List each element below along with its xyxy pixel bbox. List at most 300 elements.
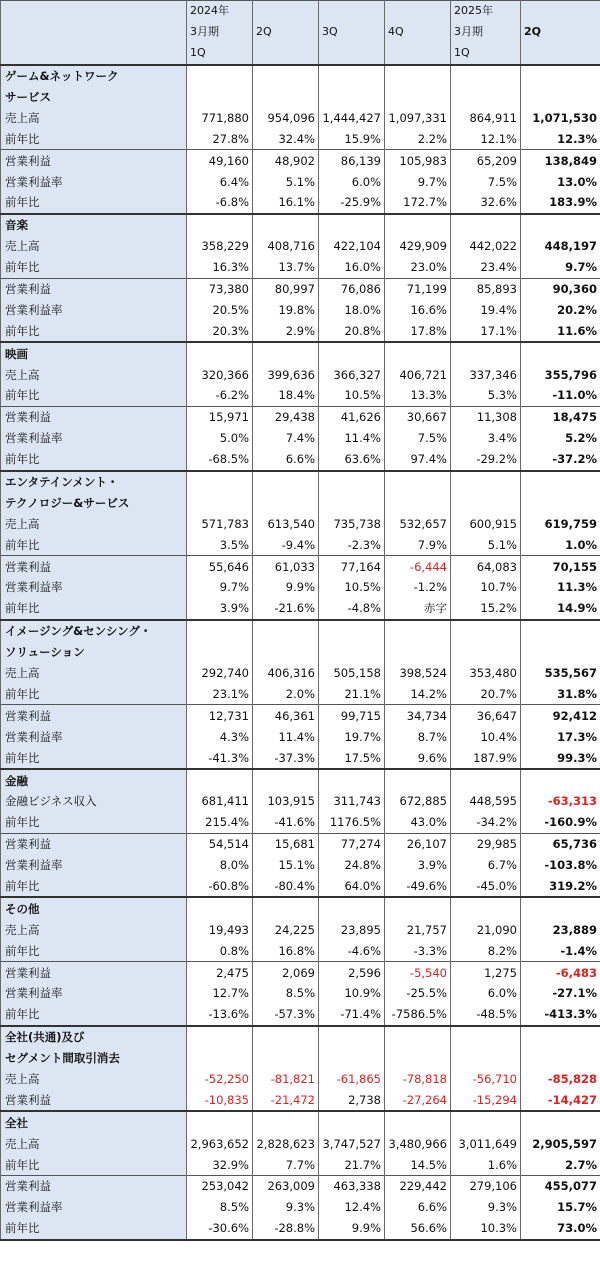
row-label: 前年比 (1, 534, 187, 555)
value-cell: -52,250 (187, 1069, 253, 1090)
value-cell: 337,346 (451, 364, 521, 385)
value-cell: 99,715 (319, 705, 385, 726)
empty-cell (451, 769, 521, 791)
value-cell: 21.1% (319, 684, 385, 705)
row-label: 営業利益率 (1, 428, 187, 449)
value-cell: 48,902 (253, 150, 319, 171)
value-cell: 16.3% (187, 257, 253, 278)
segment-name: テクノロジー&サービス (1, 492, 187, 513)
segment-name: 音楽 (1, 214, 187, 236)
period-header-cell (253, 1, 319, 22)
table-row (1, 150, 600, 171)
value-cell: 358,229 (187, 236, 253, 257)
row-label: 前年比 (1, 1218, 187, 1240)
value-cell: 86,139 (319, 150, 385, 171)
empty-cell (253, 65, 319, 87)
empty-cell (521, 642, 600, 663)
value-cell: 442,022 (451, 236, 521, 257)
value-cell: -48.5% (451, 1004, 521, 1026)
value-cell: -3.3% (385, 940, 451, 961)
table-row (1, 577, 600, 598)
empty-cell (253, 471, 319, 493)
value-cell: 30,667 (385, 406, 451, 427)
segment-title-row (1, 897, 600, 919)
period-header-cell: 3Q (319, 22, 385, 43)
value-cell: 9.7% (385, 171, 451, 192)
period-header-cell: 3月期 (187, 22, 253, 43)
empty-cell (319, 1111, 385, 1133)
value-cell: 64.0% (319, 876, 385, 898)
value-cell: 187.9% (451, 747, 521, 769)
empty-cell (385, 214, 451, 236)
value-cell: 16.8% (253, 940, 319, 961)
segment-title-row (1, 87, 600, 108)
value-cell: 672,885 (385, 791, 451, 812)
empty-cell (319, 1026, 385, 1048)
value-cell: -49.6% (385, 876, 451, 898)
value-cell: 398,524 (385, 663, 451, 684)
row-label: 前年比 (1, 128, 187, 149)
value-cell: 18,475 (521, 406, 600, 427)
value-cell: -13.6% (187, 1004, 253, 1026)
row-label: 営業利益 (1, 556, 187, 577)
row-label: 営業利益率 (1, 299, 187, 320)
value-cell: 65,736 (521, 833, 600, 854)
value-cell: 138,849 (521, 150, 600, 171)
row-label: 前年比 (1, 812, 187, 833)
table-row (1, 1197, 600, 1218)
period-header-cell: 2024年 (187, 1, 253, 22)
value-cell: 12.1% (451, 128, 521, 149)
empty-cell (521, 769, 600, 791)
period-header-cell (521, 43, 600, 65)
value-cell: 422,104 (319, 236, 385, 257)
value-cell: 19.4% (451, 299, 521, 320)
empty-cell (451, 897, 521, 919)
period-header-cell (385, 1, 451, 22)
value-cell: 20.7% (451, 684, 521, 705)
value-cell: -63,313 (521, 791, 600, 812)
empty-cell (319, 642, 385, 663)
value-cell: 15.7% (521, 1197, 600, 1218)
row-label: 営業利益 (1, 1089, 187, 1111)
empty-cell (451, 1026, 521, 1048)
segment-title-row (1, 769, 600, 791)
table-row (1, 534, 600, 555)
value-cell: 1,444,427 (319, 107, 385, 128)
table-row (1, 556, 600, 577)
value-cell: -4.8% (319, 598, 385, 620)
row-label: 売上高 (1, 107, 187, 128)
value-cell: 15.2% (451, 598, 521, 620)
empty-cell (319, 897, 385, 919)
value-cell: 263,009 (253, 1175, 319, 1196)
empty-cell (253, 1048, 319, 1069)
table-row (1, 919, 600, 940)
table-body (1, 1, 600, 1240)
value-cell: 600,915 (451, 513, 521, 534)
value-cell: 10.5% (319, 577, 385, 598)
header-corner-cell (1, 43, 187, 65)
empty-cell (451, 492, 521, 513)
row-label: 売上高 (1, 1069, 187, 1090)
value-cell: 6.6% (385, 1197, 451, 1218)
empty-cell (319, 342, 385, 364)
segment-title-row (1, 642, 600, 663)
value-cell: 7.5% (451, 171, 521, 192)
value-cell: 681,411 (187, 791, 253, 812)
value-cell: 3,747,527 (319, 1133, 385, 1154)
value-cell: 172.7% (385, 192, 451, 214)
table-row (1, 1089, 600, 1111)
value-cell: -21.6% (253, 598, 319, 620)
value-cell: 9.7% (187, 577, 253, 598)
table-row (1, 876, 600, 898)
value-cell: -160.9% (521, 812, 600, 833)
value-cell: 571,783 (187, 513, 253, 534)
row-label: 前年比 (1, 1004, 187, 1026)
value-cell: 76,086 (319, 278, 385, 299)
value-cell: 26,107 (385, 833, 451, 854)
row-label: 営業利益 (1, 278, 187, 299)
value-cell: -25.5% (385, 983, 451, 1004)
value-cell: -6,483 (521, 962, 600, 983)
empty-cell (385, 342, 451, 364)
value-cell: 97.4% (385, 449, 451, 471)
value-cell: 7.9% (385, 534, 451, 555)
value-cell: 6.0% (451, 983, 521, 1004)
value-cell: 5.1% (451, 534, 521, 555)
empty-cell (319, 1048, 385, 1069)
empty-cell (187, 1048, 253, 1069)
row-label: 前年比 (1, 747, 187, 769)
value-cell: 5.1% (253, 171, 319, 192)
empty-cell (521, 1111, 600, 1133)
value-cell: 355,796 (521, 364, 600, 385)
value-cell: 10.3% (451, 1218, 521, 1240)
table-row (1, 833, 600, 854)
value-cell: 29,985 (451, 833, 521, 854)
period-header-cell: 1Q (451, 43, 521, 65)
empty-cell (385, 1048, 451, 1069)
value-cell: 49,160 (187, 150, 253, 171)
value-cell: 11,308 (451, 406, 521, 427)
table-row (1, 1133, 600, 1154)
empty-cell (319, 65, 385, 87)
value-cell: 9.9% (253, 577, 319, 598)
value-cell: 366,327 (319, 364, 385, 385)
table-row (1, 1004, 600, 1026)
segment-name: 全社 (1, 1111, 187, 1133)
empty-cell (385, 1026, 451, 1048)
empty-cell (451, 471, 521, 493)
empty-cell (253, 620, 319, 642)
row-label: 前年比 (1, 320, 187, 342)
header-row (1, 22, 600, 43)
value-cell: 429,909 (385, 236, 451, 257)
value-cell: 80,997 (253, 278, 319, 299)
empty-cell (187, 1111, 253, 1133)
value-cell: 19.8% (253, 299, 319, 320)
empty-cell (187, 620, 253, 642)
empty-cell (187, 342, 253, 364)
value-cell: 32.6% (451, 192, 521, 214)
row-label: 前年比 (1, 684, 187, 705)
value-cell: 17.8% (385, 320, 451, 342)
value-cell: 9.9% (319, 1218, 385, 1240)
empty-cell (451, 642, 521, 663)
period-header-cell: 1Q (187, 43, 253, 65)
value-cell: 赤字 (385, 598, 451, 620)
value-cell: 21,090 (451, 919, 521, 940)
period-header-cell (385, 43, 451, 65)
empty-cell (521, 87, 600, 108)
value-cell: 11.4% (319, 428, 385, 449)
value-cell: 2,828,623 (253, 1133, 319, 1154)
value-cell: 6.4% (187, 171, 253, 192)
empty-cell (187, 214, 253, 236)
value-cell: -57.3% (253, 1004, 319, 1026)
value-cell: 56.6% (385, 1218, 451, 1240)
value-cell: 455,077 (521, 1175, 600, 1196)
segment-name: ソリューション (1, 642, 187, 663)
value-cell: -25.9% (319, 192, 385, 214)
empty-cell (451, 65, 521, 87)
table-row (1, 107, 600, 128)
empty-cell (253, 87, 319, 108)
value-cell: 408,716 (253, 236, 319, 257)
value-cell: 0.8% (187, 940, 253, 961)
value-cell: 85,893 (451, 278, 521, 299)
value-cell: 2,596 (319, 962, 385, 983)
row-label: 営業利益率 (1, 726, 187, 747)
value-cell: 10.9% (319, 983, 385, 1004)
value-cell: 3,011,649 (451, 1133, 521, 1154)
value-cell: 771,880 (187, 107, 253, 128)
value-cell: 311,743 (319, 791, 385, 812)
empty-cell (451, 214, 521, 236)
empty-cell (385, 471, 451, 493)
header-row (1, 1, 600, 22)
row-label: 売上高 (1, 1133, 187, 1154)
value-cell: 14.5% (385, 1154, 451, 1175)
table-row (1, 663, 600, 684)
empty-cell (385, 492, 451, 513)
value-cell: 19,493 (187, 919, 253, 940)
value-cell: 5.3% (451, 385, 521, 406)
value-cell: 16.0% (319, 257, 385, 278)
value-cell: 77,164 (319, 556, 385, 577)
value-cell: 24.8% (319, 855, 385, 876)
value-cell: 229,442 (385, 1175, 451, 1196)
value-cell: 463,338 (319, 1175, 385, 1196)
value-cell: -81,821 (253, 1069, 319, 1090)
value-cell: 36,647 (451, 705, 521, 726)
value-cell: 1,275 (451, 962, 521, 983)
value-cell: 3.5% (187, 534, 253, 555)
empty-cell (187, 65, 253, 87)
value-cell: -4.6% (319, 940, 385, 961)
value-cell: 23,889 (521, 919, 600, 940)
empty-cell (319, 620, 385, 642)
value-cell: 11.6% (521, 320, 600, 342)
table-row (1, 1069, 600, 1090)
value-cell: 32.4% (253, 128, 319, 149)
value-cell: 12.3% (521, 128, 600, 149)
value-cell: 65,209 (451, 150, 521, 171)
value-cell: -80.4% (253, 876, 319, 898)
table-row (1, 192, 600, 214)
value-cell: 27.8% (187, 128, 253, 149)
row-label: 前年比 (1, 940, 187, 961)
period-header-cell: 2Q (521, 22, 600, 43)
period-header-cell: 2Q (253, 22, 319, 43)
value-cell: 9.3% (451, 1197, 521, 1218)
value-cell: -14,427 (521, 1089, 600, 1111)
value-cell: 92,412 (521, 705, 600, 726)
value-cell: 406,316 (253, 663, 319, 684)
value-cell: 3.4% (451, 428, 521, 449)
segment-name: 金融 (1, 769, 187, 791)
value-cell: 353,480 (451, 663, 521, 684)
table-row (1, 320, 600, 342)
empty-cell (521, 897, 600, 919)
table-row (1, 236, 600, 257)
value-cell: -71.4% (319, 1004, 385, 1026)
value-cell: 43.0% (385, 812, 451, 833)
value-cell: 2.7% (521, 1154, 600, 1175)
segment-title-row (1, 1048, 600, 1069)
empty-cell (187, 769, 253, 791)
empty-cell (319, 87, 385, 108)
row-label: 売上高 (1, 513, 187, 534)
value-cell: 15,971 (187, 406, 253, 427)
value-cell: 9.6% (385, 747, 451, 769)
period-header-cell (521, 1, 600, 22)
value-cell: 8.7% (385, 726, 451, 747)
segment-name: イメージング&センシング・ (1, 620, 187, 642)
table-row (1, 1218, 600, 1240)
value-cell: -6.8% (187, 192, 253, 214)
table-row (1, 598, 600, 620)
value-cell: 5.0% (187, 428, 253, 449)
segment-name: ゲーム&ネットワーク (1, 65, 187, 87)
table-row (1, 726, 600, 747)
value-cell: 34,734 (385, 705, 451, 726)
row-label: 営業利益 (1, 150, 187, 171)
segment-name: サービス (1, 87, 187, 108)
value-cell: 505,158 (319, 663, 385, 684)
empty-cell (521, 620, 600, 642)
empty-cell (187, 492, 253, 513)
empty-cell (187, 471, 253, 493)
empty-cell (253, 342, 319, 364)
value-cell: 41,626 (319, 406, 385, 427)
table-row (1, 428, 600, 449)
segment-title-row (1, 342, 600, 364)
value-cell: -103.8% (521, 855, 600, 876)
empty-cell (385, 620, 451, 642)
value-cell: 735,738 (319, 513, 385, 534)
value-cell: 319.2% (521, 876, 600, 898)
value-cell: 63.6% (319, 449, 385, 471)
table-row (1, 257, 600, 278)
empty-cell (451, 1048, 521, 1069)
value-cell: -9.4% (253, 534, 319, 555)
table-row (1, 513, 600, 534)
empty-cell (319, 769, 385, 791)
empty-cell (451, 87, 521, 108)
empty-cell (451, 1111, 521, 1133)
empty-cell (521, 214, 600, 236)
value-cell: 5.2% (521, 428, 600, 449)
segment-name: 映画 (1, 342, 187, 364)
value-cell: 292,740 (187, 663, 253, 684)
table-row (1, 705, 600, 726)
value-cell: 532,657 (385, 513, 451, 534)
value-cell: 21,757 (385, 919, 451, 940)
value-cell: -28.8% (253, 1218, 319, 1240)
table-row (1, 812, 600, 833)
empty-cell (253, 492, 319, 513)
segment-title-row (1, 1026, 600, 1048)
row-label: 売上高 (1, 919, 187, 940)
value-cell: 2,475 (187, 962, 253, 983)
value-cell: -78,818 (385, 1069, 451, 1090)
table-row (1, 962, 600, 983)
table-row (1, 128, 600, 149)
row-label: 前年比 (1, 449, 187, 471)
value-cell: -61,865 (319, 1069, 385, 1090)
row-label: 営業利益 (1, 833, 187, 854)
value-cell: 6.6% (253, 449, 319, 471)
value-cell: 17.3% (521, 726, 600, 747)
value-cell: 64,083 (451, 556, 521, 577)
value-cell: 17.5% (319, 747, 385, 769)
value-cell: 54,514 (187, 833, 253, 854)
empty-cell (385, 1111, 451, 1133)
value-cell: -6.2% (187, 385, 253, 406)
value-cell: 1,071,530 (521, 107, 600, 128)
table-row (1, 364, 600, 385)
value-cell: -29.2% (451, 449, 521, 471)
value-cell: -21,472 (253, 1089, 319, 1111)
value-cell: 11.3% (521, 577, 600, 598)
value-cell: 23.4% (451, 257, 521, 278)
segment-title-row (1, 620, 600, 642)
value-cell: 1.0% (521, 534, 600, 555)
value-cell: 20.2% (521, 299, 600, 320)
value-cell: 864,911 (451, 107, 521, 128)
segment-title-row (1, 214, 600, 236)
value-cell: 55,646 (187, 556, 253, 577)
value-cell: 13.0% (521, 171, 600, 192)
value-cell: 20.8% (319, 320, 385, 342)
value-cell: -68.5% (187, 449, 253, 471)
empty-cell (253, 1026, 319, 1048)
row-label: 営業利益率 (1, 577, 187, 598)
segment-name: その他 (1, 897, 187, 919)
empty-cell (521, 1048, 600, 1069)
value-cell: -1.4% (521, 940, 600, 961)
value-cell: -15,294 (451, 1089, 521, 1111)
value-cell: 2.9% (253, 320, 319, 342)
value-cell: -37.3% (253, 747, 319, 769)
row-label: 営業利益 (1, 406, 187, 427)
value-cell: 20.3% (187, 320, 253, 342)
value-cell: 7.7% (253, 1154, 319, 1175)
segment-title-row (1, 65, 600, 87)
